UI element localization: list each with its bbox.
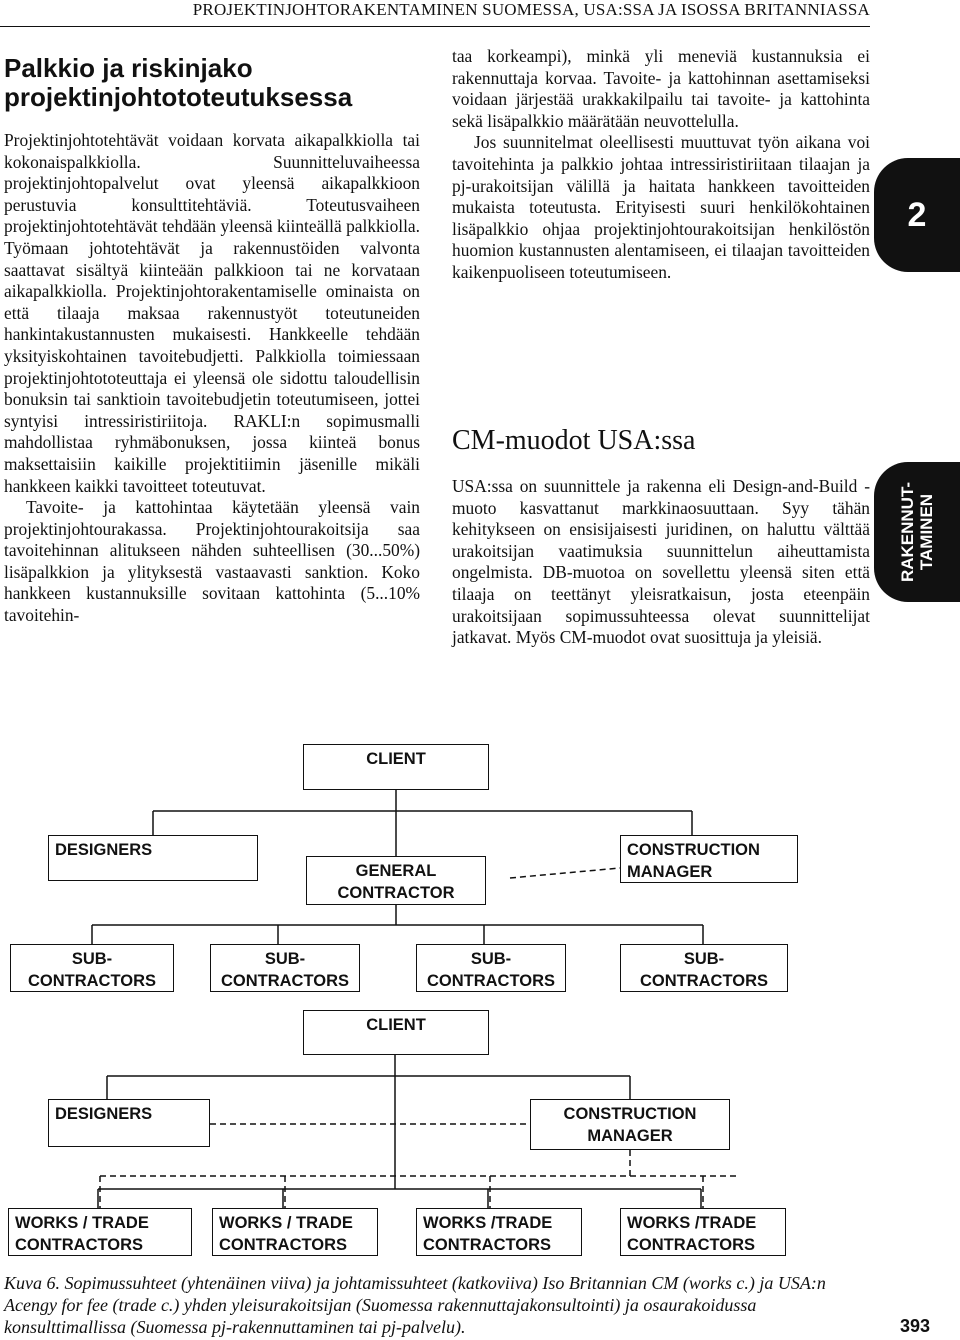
- d1-sub1-line1: SUB-: [71, 950, 113, 968]
- d1-cm-line2: MANAGER: [627, 863, 713, 881]
- d2-wt3-line1: WORKS /TRADE: [423, 1214, 553, 1232]
- d1-subcontractors-box-3: [416, 944, 566, 992]
- d1-subcontractors-box-1: [10, 944, 174, 992]
- d2-client-label: CLIENT: [366, 1016, 426, 1034]
- d2-works-trade-box-1: [8, 1208, 192, 1256]
- right-paragraph-2: Jos suunnitelmat oleellisesti muuttuvat työn aikana voi tavoitehinta ja palkkio johtaa intressiristiriitaan tilaajan ja pj-urakoitsijan välillä ja haitata hankkeen tavoitteiden mukaista toteutusta. Erityisesti suuri henkilökohtainen lisäpalkkio ohjaa projektinjohtourakoitsijan henkilöstön huomion kustannusten alentamiseen, ei tilaajan tavoitteiden kaikenpuoliseen toteutumiseen.: [452, 132, 870, 282]
- right-paragraph-3: USA:ssa on suunnittele ja rakenna eli Design-and-Build -muoto kasvattanut markkinaosuuttaan. Syy tähän kehitykseen on ensisijaisesti juridinen, on haluttu välttää urakoitsijan vaatimuksia suunnittelun aiheuttamista ongelmista. DB-muotoa on sovellettu yleensä siten että tilaaja on teettänyt yleisratkaisun, josta eteenpäin urakoitsijaan sopimussuhteessa olevat suunnittelijat jatkavat. Myös CM-muodot ovat suosittuja ja yleisiä.: [452, 476, 870, 648]
- d2-wt2-line1: WORKS / TRADE: [219, 1214, 353, 1232]
- left-paragraph-2: Tavoite- ja kattohintaa käytetään yleensä vain projektinjohtourakassa. Projektinjohtourakoitsija saa tavoitehinnan alitukseen nähden suhteellisen (30...50%) lisäpalkkion ja ylityksestä vastaavasti sanktion. Koko hankkeen kustannuksille sovitaan kattohinta (5...10% tavoitehin-: [4, 497, 420, 626]
- d1-sub4-line2: CONTRACTORS: [639, 972, 769, 990]
- figure-caption-label: Kuva 6.: [4, 1273, 60, 1293]
- d1-sub2-line2: CONTRACTORS: [220, 972, 350, 990]
- d1-sub2-line1: SUB-: [264, 950, 306, 968]
- d2-works-trade-box-3: [416, 1208, 582, 1256]
- d2-designers-box: [48, 1099, 210, 1147]
- d1-designers-box: [48, 835, 258, 881]
- d1-client-label: CLIENT: [366, 750, 426, 768]
- d1-designers-label: DESIGNERS: [55, 841, 153, 859]
- section-title-line1: Palkkio ja riskinjako: [4, 53, 253, 83]
- d2-wt4-line1: WORKS /TRADE: [627, 1214, 757, 1232]
- d2-client-box: [303, 1010, 489, 1055]
- chapter-number-tab: 2: [874, 158, 960, 272]
- d1-subcontractors-box-2: [210, 944, 360, 992]
- d1-gc-line1: GENERAL: [355, 862, 437, 880]
- d2-wt1-line1: WORKS / TRADE: [15, 1214, 149, 1232]
- d2-wt3-line2: CONTRACTORS: [423, 1236, 552, 1254]
- d1-sub3-line2: CONTRACTORS: [426, 972, 556, 990]
- d2-construction-manager-box: [530, 1099, 730, 1150]
- figure-caption-text: Sopimussuhteet (yhtenäinen viiva) ja johtamissuhteet (katkoviiva) Iso Britannian CM (works c.) ja USA:n Acengy for fee (trade c.) yhden yleisurakoitsijan (Suomessa rakennuttajakonsultointi) ja osaurakoidussa konsulttimallissa (Suomessa pj-rakennuttaminen tai pj-palvelu).: [4, 1273, 826, 1337]
- d1-gc-line2: CONTRACTOR: [337, 884, 455, 902]
- d1-cm-line1: CONSTRUCTION: [627, 841, 760, 859]
- section-title-line2: projektinjohtototeutuksessa: [4, 82, 353, 112]
- d2-works-trade-box-2: [212, 1208, 378, 1256]
- d1-client-box: [303, 744, 489, 790]
- d1-sub3-line1: SUB-: [470, 950, 512, 968]
- d2-wt4-line2: CONTRACTORS: [627, 1236, 756, 1254]
- figure-caption: [4, 1272, 870, 1338]
- right-paragraph-1: taa korkeampi), minkä yli meneviä kustannuksia ei rakennuttaja korvaa. Tavoite- ja kattohinnan asettamiseksi voidaan järjestää urakkakilpailu tai tavoite- ja kattohinta sekä lisäpalkkio määrätään neuvottelulla.: [452, 46, 870, 131]
- page-number: 393: [899, 1316, 930, 1336]
- d2-wt2-line2: CONTRACTORS: [219, 1236, 348, 1254]
- d1-sub1-line2: CONTRACTORS: [27, 972, 157, 990]
- left-paragraph-1: Projektinjohtotehtävät voidaan korvata aikapalkkiolla tai kokonaispalkkiolla. Suunnitteluvaiheessa projektinjohtopalvelut ovat yleensä aikapalkkioon perustuvia konsulttitehtäviä. Toteutusvaiheen projektinjohtotehtävät tehdään yleensä kiinteällä palkkiolla. Työmaan johtotehtävät ja rakennustöiden valvonta saattavat sisältyä kiinteään palkkioon tai ne korvataan aikapalkkiolla. Projektinjohtorakentamiselle ominaista on että tilaaja maksaa rakennustyöt toteutuneiden hankintakustannusten mukaisesti. Hankkeelle tehdään yksityiskohtainen tavoitebudjetti. Palkkiolla toimiessaan projektinjohtototeuttaja ei yleensä ole sidottu taloudellisin bonuksin tai sanktioin tavoitebudjetin toteutumiseen, jottei syntyisi intressiristiriitoja. RAKLI:n sopimusmalli mahdollistaa ryhmäbonuksen, jossa kiinteä bonus maksettaisiin kaikille projektitiimin jäsenille mikäli hankkeen kaikki tavoitteet toteutuvat.: [4, 130, 420, 496]
- running-header: PROJEKTINJOHTORAKENTAMINEN SUOMESSA, USA:SSA JA ISOSSA BRITANNIASSA: [192, 0, 870, 19]
- d2-cm-line1: CONSTRUCTION: [563, 1105, 697, 1123]
- d2-designers-label: DESIGNERS: [55, 1105, 153, 1123]
- d2-cm-line2: MANAGER: [587, 1127, 673, 1145]
- d1-sub4-line1: SUB-: [683, 950, 725, 968]
- d2-works-trade-box-4: [620, 1208, 786, 1256]
- d2-wt1-line2: CONTRACTORS: [15, 1236, 144, 1254]
- d1-construction-manager-box: [620, 835, 798, 883]
- cm-heading: CM-muodot USA:ssa: [452, 425, 696, 456]
- chapter-name-line2: TAMINEN: [917, 493, 936, 571]
- d1-general-contractor-box: [306, 856, 486, 905]
- chapter-name-line1: RAKENNUT-: [898, 481, 917, 583]
- d1-subcontractors-box-4: [620, 944, 788, 992]
